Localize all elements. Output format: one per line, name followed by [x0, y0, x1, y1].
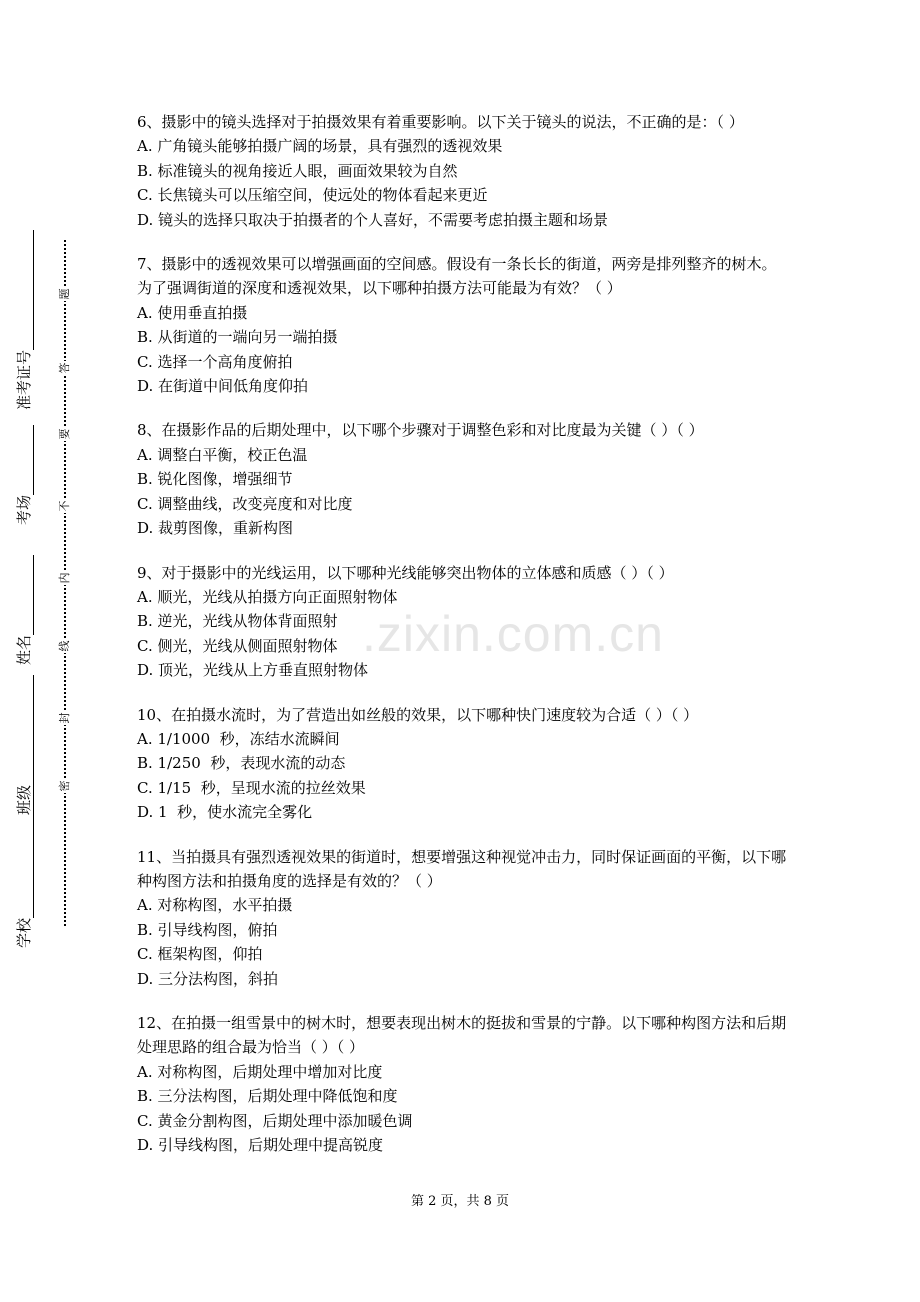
- field-2: [14, 425, 34, 525]
- option-b: B. 三分法构图，后期处理中降低饱和度: [137, 1087, 398, 1106]
- question-8: [137, 418, 787, 540]
- question-stem: 9、对于摄影中的光线运用，以下哪种光线能够突出物体的立体感和质感（ ）（ ）: [137, 563, 674, 582]
- watermark: .zixin.com.cn: [362, 606, 664, 662]
- field-underline: [17, 555, 34, 635]
- option-b: B. 锐化图像，增强细节: [137, 470, 293, 489]
- option-b: B. 1/250 秒，表现水流的动态: [137, 754, 346, 773]
- question-12: [137, 1011, 787, 1157]
- seal-char: 封: [58, 712, 71, 724]
- option-a: A. 顺光，光线从拍摄方向正面照射物体: [137, 587, 398, 606]
- option-d: D. 三分法构图，斜拍: [137, 969, 279, 988]
- option-c: C. 1/15 秒，呈现水流的拉丝效果: [137, 778, 366, 797]
- question-7: [137, 252, 787, 398]
- question-10: [137, 703, 787, 825]
- option-d: D. 引导线构图，后期处理中提高锐度: [137, 1136, 384, 1155]
- option-a: A. 广角镜头能够拍摄广阔的场景，具有强烈的透视效果: [137, 137, 503, 156]
- seal-char: 答: [58, 362, 71, 374]
- field-underline: [17, 675, 34, 785]
- field-underline: [17, 425, 34, 495]
- field-1: [14, 230, 34, 410]
- seal-char: 密: [58, 780, 71, 792]
- field-label: 姓名: [15, 634, 33, 665]
- question-stem: 11、当拍摄具有强烈透视效果的街道时，想要增强这种视觉冲击力，同时保证画面的平衡，以下哪种构图方法和拍摄角度的选择是有效的？（ ）: [137, 847, 787, 890]
- question-stem: 12、在拍摄一组雪景中的树木时，想要表现出树木的挺拔和雪景的宁静。以下哪种构图方法和后期处理思路的组合最为恰当（ ）（ ）: [137, 1014, 787, 1057]
- question-list: [137, 110, 787, 1177]
- field-5: [14, 783, 34, 948]
- option-a: A. 对称构图，水平拍摄: [137, 896, 293, 915]
- question-11: [137, 845, 787, 991]
- option-c: C. 调整曲线，改变亮度和对比度: [137, 494, 353, 513]
- option-c: C. 侧光，光线从侧面照射物体: [137, 636, 338, 655]
- option-b: B. 标准镜头的视角接近人眼，画面效果较为自然: [137, 161, 458, 180]
- field-underline: [17, 230, 34, 350]
- option-d: D. 顶光，光线从上方垂直照射物体: [137, 661, 369, 680]
- question-9: [137, 561, 787, 683]
- question-stem: 6、摄影中的镜头选择对于拍摄效果有着重要影响。以下关于镜头的说法，不正确的是：（ ）: [137, 113, 744, 131]
- field-3: [14, 555, 34, 665]
- option-c: C. 黄金分割构图，后期处理中添加暖色调: [137, 1111, 413, 1130]
- option-b: B. 逆光，光线从物体背面照射: [137, 612, 338, 631]
- option-d: D. 1 秒，使水流完全雾化: [137, 803, 313, 822]
- option-c: C. 长焦镜头可以压缩空间，使远处的物体看起来更近: [137, 186, 488, 205]
- option-c: C. 框架构图，仰拍: [137, 945, 263, 964]
- page-footer: 第 2 页，共 8 页: [410, 1194, 510, 1209]
- seal-char: 要: [58, 428, 71, 440]
- field-label: 考场: [15, 494, 33, 525]
- seal-char: 线: [58, 640, 71, 652]
- option-d: D. 在街道中间低角度仰拍: [137, 377, 309, 396]
- question-stem: 8、在摄影作品的后期处理中，以下哪个步骤对于调整色彩和对比度最为关键（ ）（ ）: [137, 421, 704, 440]
- question-stem: 10、在拍摄水流时，为了营造出如丝般的效果，以下哪种快门速度较为合适（ ）（ ）: [137, 705, 699, 724]
- seal-char: 题: [58, 288, 71, 300]
- question-6: [137, 110, 787, 232]
- question-stem: 7、摄影中的透视效果可以增强画面的空间感。假设有一条长长的街道，两旁是排列整齐的树木。为了强调街道的深度和透视效果，以下哪种拍摄方法可能最为有效？（ ）: [137, 255, 777, 298]
- field-label: 准考证号: [15, 349, 33, 410]
- option-a: A. 1/1000 秒，冻结水流瞬间: [137, 729, 340, 748]
- option-b: B. 引导线构图，俯拍: [137, 920, 278, 939]
- seal-char: 内: [58, 572, 71, 584]
- option-b: B. 从街道的一端向另一端拍摄: [137, 328, 338, 347]
- option-a: A. 使用垂直拍摄: [137, 303, 248, 322]
- field-underline: [17, 783, 34, 918]
- option-d: D. 镜头的选择只取决于拍摄者的个人喜好，不需要考虑拍摄主题和场景: [137, 210, 609, 229]
- option-c: C. 选择一个高角度俯拍: [137, 352, 293, 371]
- seal-char: 不: [58, 500, 71, 512]
- field-label: 学校: [15, 917, 33, 948]
- option-a: A. 对称构图，后期处理中增加对比度: [137, 1062, 383, 1081]
- option-a: A. 调整白平衡，校正色温: [137, 445, 308, 464]
- option-d: D. 裁剪图像，重新构图: [137, 519, 294, 538]
- field-label: 班级: [15, 784, 33, 815]
